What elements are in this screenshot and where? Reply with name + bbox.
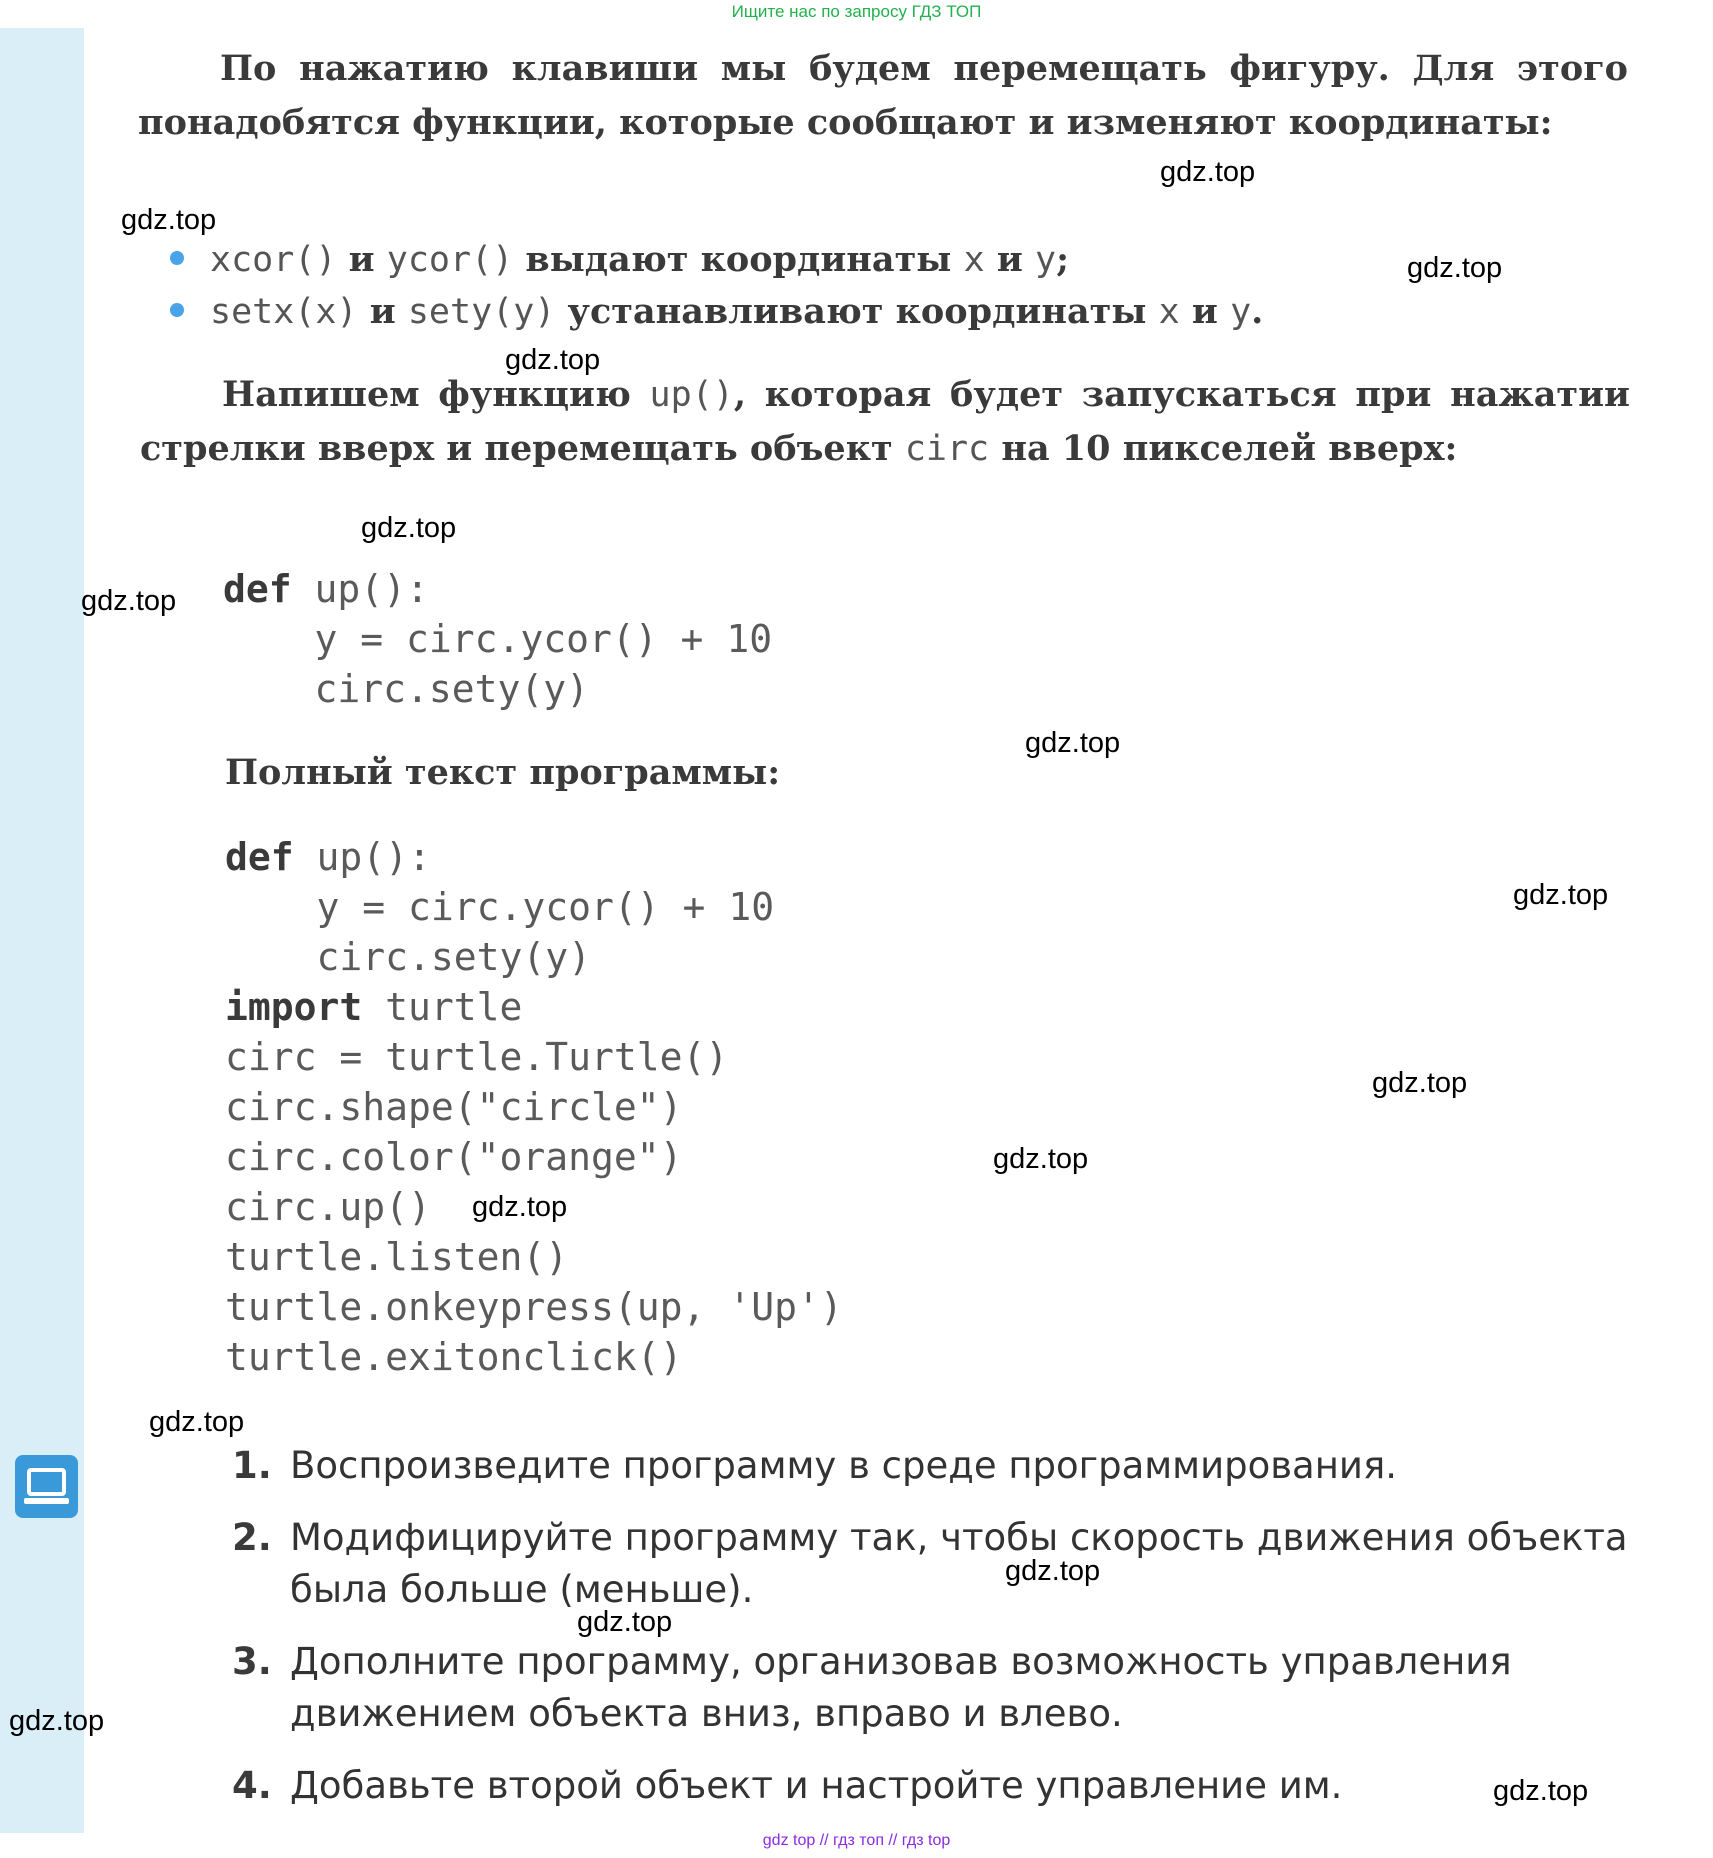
code-block-up-function (223, 564, 772, 714)
bullet-text: и (336, 239, 387, 280)
watermark: gdz.top (1407, 252, 1503, 284)
up-function-paragraph (140, 368, 1630, 476)
watermark: gdz.top (1372, 1067, 1468, 1099)
code-line: circ = turtle.Turtle() (225, 1035, 729, 1079)
task-item (232, 1440, 1642, 1492)
bullet-text: . (1251, 291, 1264, 332)
bullet-code: x (963, 240, 985, 280)
watermark: gdz.top (9, 1705, 105, 1737)
bullet-item-set-coords (170, 286, 1570, 338)
task-text: Воспроизведите программу в среде программирования. (290, 1444, 1397, 1487)
para-text: Напишем функцию (222, 374, 650, 415)
para-text: , которая будет запускаться при нажатии стрелки вверх и перемещать объект (140, 374, 1630, 469)
bullet-item-get-coords (170, 234, 1570, 286)
bullet-text: устанавливают координаты (555, 291, 1159, 332)
left-margin-strip (0, 28, 84, 1833)
watermark: gdz.top (81, 585, 177, 617)
bullet-code: ycor() (386, 240, 514, 280)
code-line: y = circ.ycor() + 10 (223, 617, 773, 661)
watermark: gdz.top (361, 512, 457, 544)
bullet-text: и (984, 239, 1035, 280)
watermark: gdz.top (1160, 156, 1256, 188)
bullet-code: x (1158, 292, 1180, 332)
intro-text: По нажатию клавиши мы будем перемещать фигуру. Для этого понадобятся функции, которые сообщают и изменяют координаты: (138, 48, 1628, 143)
code-line: turtle.onkeypress(up, 'Up') (225, 1285, 843, 1329)
code-line: circ.sety(y) (225, 935, 592, 979)
task-number: 1. (232, 1444, 272, 1487)
full-program-title: Полный текст программы: (225, 752, 781, 793)
bullet-text: ; (1056, 239, 1069, 280)
code-keyword: def (225, 835, 294, 879)
para-code: up() (649, 375, 734, 415)
code-line: circ.sety(y) (223, 667, 590, 711)
bullet-text: и (1179, 291, 1231, 332)
task-number: 3. (232, 1640, 272, 1683)
bullet-code: setx(x) (210, 292, 358, 332)
task-list (232, 1440, 1642, 1832)
watermark: gdz.top (1513, 879, 1609, 911)
watermark: gdz.top (1005, 1555, 1101, 1587)
code-line: circ.shape("circle") (225, 1085, 683, 1129)
top-search-link[interactable]: Ищите нас по запросу ГДЗ ТОП (731, 2, 982, 21)
code-line: circ.up() (225, 1185, 431, 1229)
watermark: gdz.top (993, 1143, 1089, 1175)
code-line: up(): (291, 567, 429, 611)
code-line: up(): (293, 835, 431, 879)
task-text: Добавьте второй объект и настройте управление им. (290, 1764, 1343, 1807)
task-text: Дополните программу, организовав возможность управления движением объекта вниз, вправо и влево. (290, 1640, 1512, 1735)
bullet-code: y (1230, 292, 1252, 332)
code-line: y = circ.ycor() + 10 (225, 885, 775, 929)
code-line: turtle.exitonclick() (225, 1335, 683, 1379)
bottom-links[interactable]: gdz top // гдз топ // гдз top (762, 1832, 951, 1849)
task-number: 2. (232, 1516, 272, 1559)
task-item (232, 1636, 1642, 1740)
watermark: gdz.top (149, 1406, 245, 1438)
code-keyword: def (223, 567, 292, 611)
watermark: gdz.top (505, 344, 601, 376)
task-number: 4. (232, 1764, 272, 1807)
watermark: gdz.top (1025, 727, 1121, 759)
bullet-dot-icon (170, 251, 184, 265)
bullet-text: и (357, 291, 408, 332)
code-line: turtle.listen() (225, 1235, 569, 1279)
bullet-code: y (1034, 240, 1057, 280)
code-keyword: import (225, 985, 363, 1029)
task-text: Модифицируйте программу так, чтобы скорость движения объекта была больше (меньше). (290, 1516, 1628, 1611)
bullet-list (170, 234, 1570, 338)
watermark: gdz.top (121, 204, 217, 236)
task-item (232, 1760, 1642, 1812)
code-line: turtle (362, 985, 523, 1029)
intro-paragraph (138, 42, 1628, 150)
bullet-dot-icon (170, 303, 184, 317)
bullet-text: выдают координаты (513, 239, 964, 280)
watermark: gdz.top (1493, 1775, 1589, 1807)
code-block-full-program (225, 832, 843, 1382)
watermark: gdz.top (472, 1191, 568, 1223)
bullet-code: xcor() (210, 240, 337, 280)
bullet-code: sety(y) (407, 292, 556, 332)
code-line: circ.color("orange") (225, 1135, 683, 1179)
task-item (232, 1512, 1642, 1616)
para-code: circ (904, 429, 990, 469)
watermark: gdz.top (577, 1606, 673, 1638)
computer-icon (15, 1455, 78, 1518)
para-text: на 10 пикселей вверх: (989, 428, 1458, 469)
